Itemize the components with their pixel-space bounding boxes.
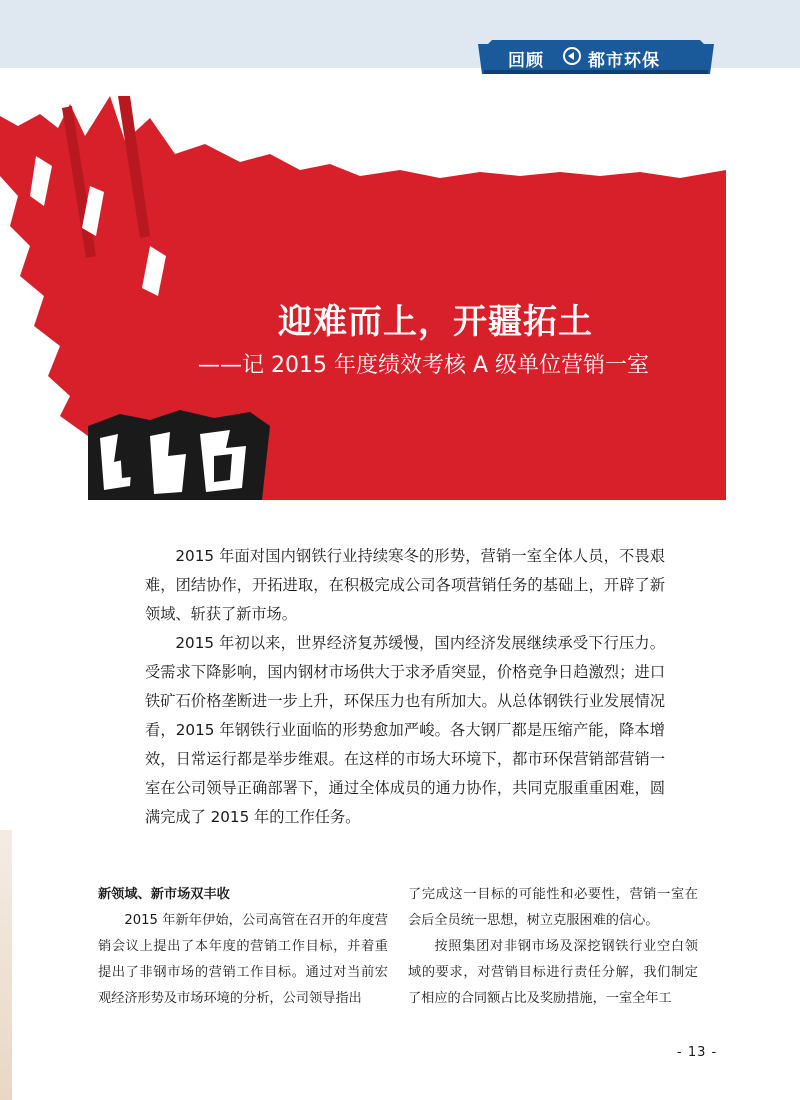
left-column <box>98 882 388 1012</box>
intro-paragraph-2: 2015 年初以来，世界经济复苏缓慢，国内经济发展继续承受下行压力。受需求下降影响，国内钢材市场供大于求矛盾突显，价格竞争日趋激烈；进口铁矿石价格垄断进一步上升，环保压力也有所加大。从总体钢铁行业发展情况看，2015 年钢铁行业面临的形势愈加严峻。各大钢厂都是压缩产能，降本增效，日常运行都是举步维艰。在这样的市场大环境下，都市环保营销部营销一室在公司领导正确部署下，通过全体成员的通力协作，共同克服重重困难，圆满完成了 2015 年的工作任务。 <box>145 634 665 826</box>
article-subtitle: ——记 2015 年度绩效考核 A 级单位营销一室 <box>198 353 650 378</box>
column-label: 都市环保 <box>588 51 660 71</box>
hero-banner <box>0 96 726 500</box>
body-columns <box>98 882 698 1012</box>
back-arrow-circle-icon[interactable] <box>563 47 581 65</box>
intro-text <box>145 542 665 832</box>
right-continuation: 了完成这一目标的可能性和必要性，营销一室在会后全员统一思想，树立克服困难的信心。 <box>408 887 698 928</box>
article-title: 迎难而上，开疆拓土 <box>278 302 593 342</box>
page-number: - 13 - <box>677 1045 718 1060</box>
intro-paragraph-1: 2015 年面对国内钢铁行业持续寒冬的形势，营销一室全体人员，不畏艰难，团结协作，开拓进取，在积极完成公司各项营销任务的基础上，开辟了新领域、斩获了新市场。 <box>145 547 665 623</box>
section-label: 回顾 <box>508 51 544 71</box>
section-tab[interactable] <box>478 40 714 74</box>
page-edge-decoration <box>0 830 12 1100</box>
right-paragraph: 按照集团对非钢市场及深挖钢铁行业空白领域的要求，对营销目标进行责任分解，我们制定了相应的合同额占比及奖励措施，一室全年工 <box>408 939 698 1006</box>
left-paragraph: 2015 年新年伊始，公司高管在召开的年度营销会议上提出了本年度的营销工作目标，并着重提出了非钢市场的营销工作目标。通过对当前宏观经济形势及市场环境的分析，公司领导指出 <box>98 913 388 1006</box>
section-heading: 新领域、新市场双丰收 <box>98 887 230 902</box>
right-column <box>408 882 698 1012</box>
